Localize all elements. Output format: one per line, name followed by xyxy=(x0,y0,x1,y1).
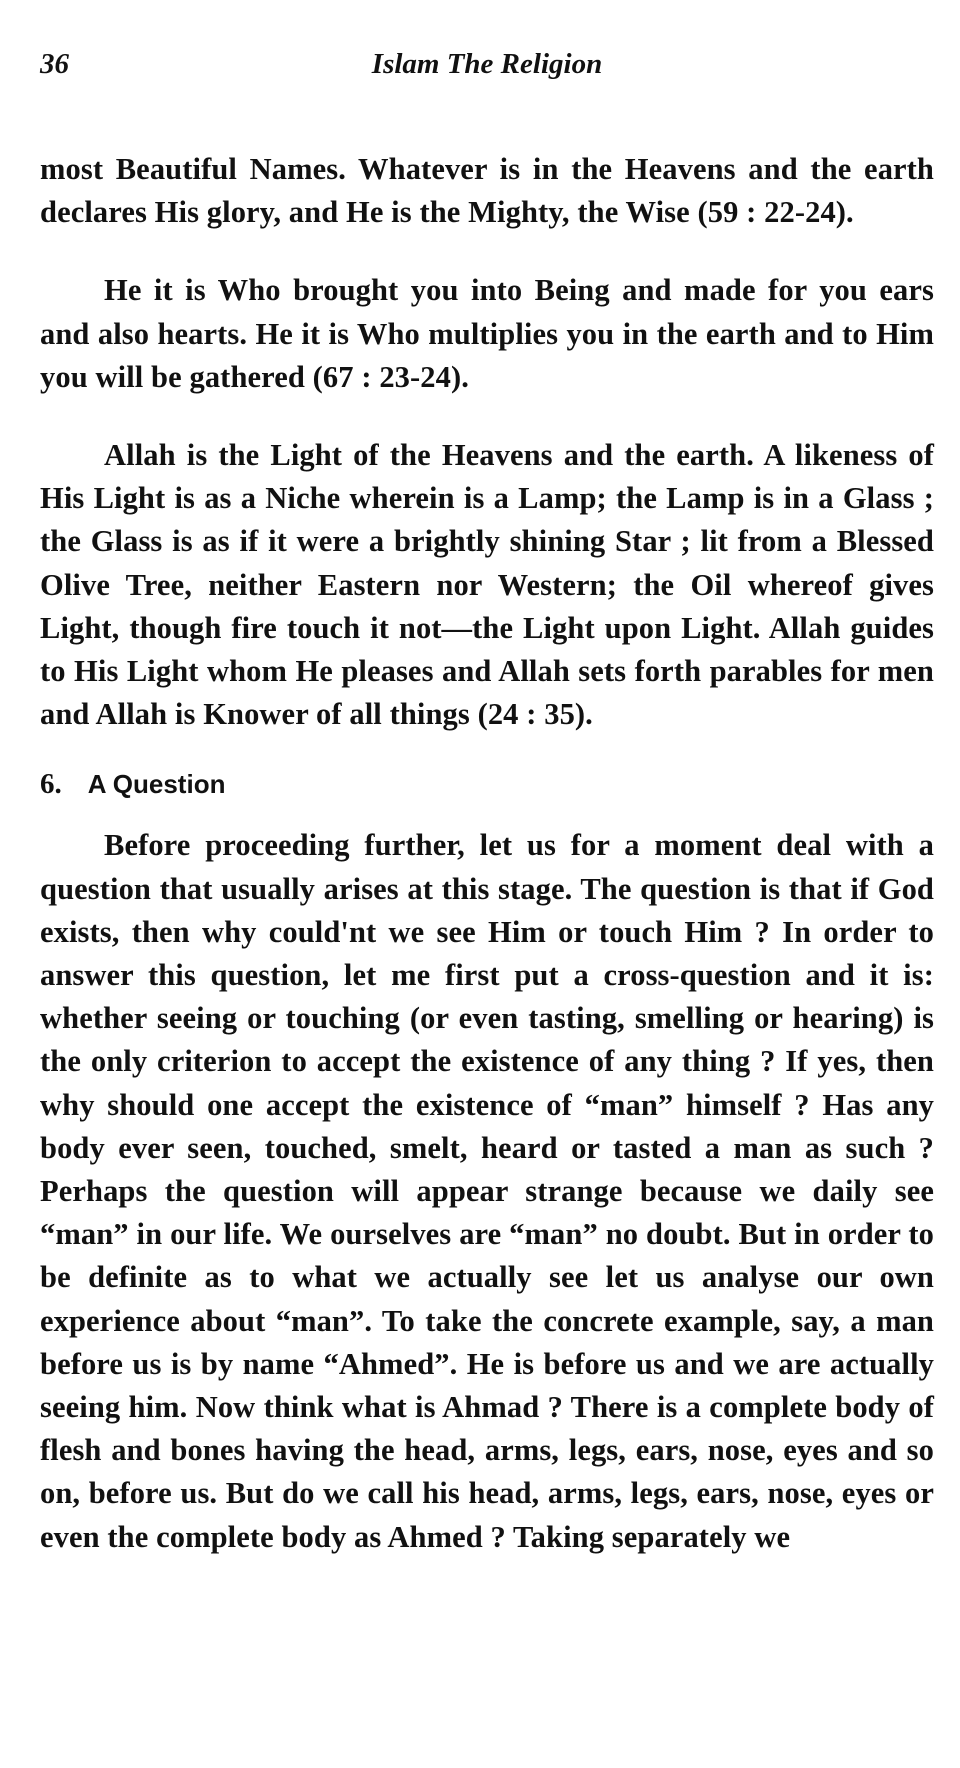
section-number: 6. xyxy=(40,768,62,801)
paragraph-continuation: most Beautiful Names. Whatever is in the Heavens and the earth declares His glory, and He is the Mighty, the Wise (59 : 22-24). xyxy=(40,152,934,230)
section-body: Before proceeding further, let us for a moment deal with a question that usually arises at this stage. The question is that if God exists, then why could'nt we see Him or touch Him ? In order to answer this question, let me first put a cross-question and it is: whether seeing or touching (or even tasting, smelling or hearing) is the only criterion to accept the existence of any thing ? If yes, then why should one accept the existence of “man” himself ? Has any body ever seen, touched, smelt, heard or tasted a man as such ? Perhaps the question will appear strange because we daily see “man” in our life. We ourselves are “man” no doubt. But in order to be definite as to what we actually see let us analyse our own experience about “man”. To take the concrete example, say, a man before us is by name “Ahmed”. He is before us and we are actually seeing him. Now think what is Ahmad ? There is a complete body of flesh and bones having the head, arms, legs, ears, nose, eyes and so on, before us. But do we call his head, arms, legs, ears, nose, eyes or even the complete body as Ahmed ? Taking separately we xyxy=(40,828,934,1554)
section-title: A Question xyxy=(87,769,226,800)
section-heading xyxy=(40,764,934,804)
running-head xyxy=(40,42,934,86)
paragraph-quran-24: Allah is the Light of the Heavens and the earth. A likeness of His Light is as a Niche wherein is a Lamp; the Lamp is in a Glass ; the Glass is as if it were a brightly shining Star ; lit from a Blessed Olive Tree, neither Eastern nor Western; the Oil whereof gives Light, though fire touch it not—the Light upon Light. Allah guides to His Light whom He pleases and Allah sets forth parables for men and Allah is Knower of all things (24 : 35). xyxy=(40,438,934,732)
book-title: Islam The Religion xyxy=(371,48,603,80)
paragraph-quran-67: He it is Who brought you into Being and made for you ears and also hearts. He it is Who multiplies you in the earth and to Him you will be gathered (67 : 23-24). xyxy=(40,273,934,394)
page-number: 36 xyxy=(40,48,69,80)
